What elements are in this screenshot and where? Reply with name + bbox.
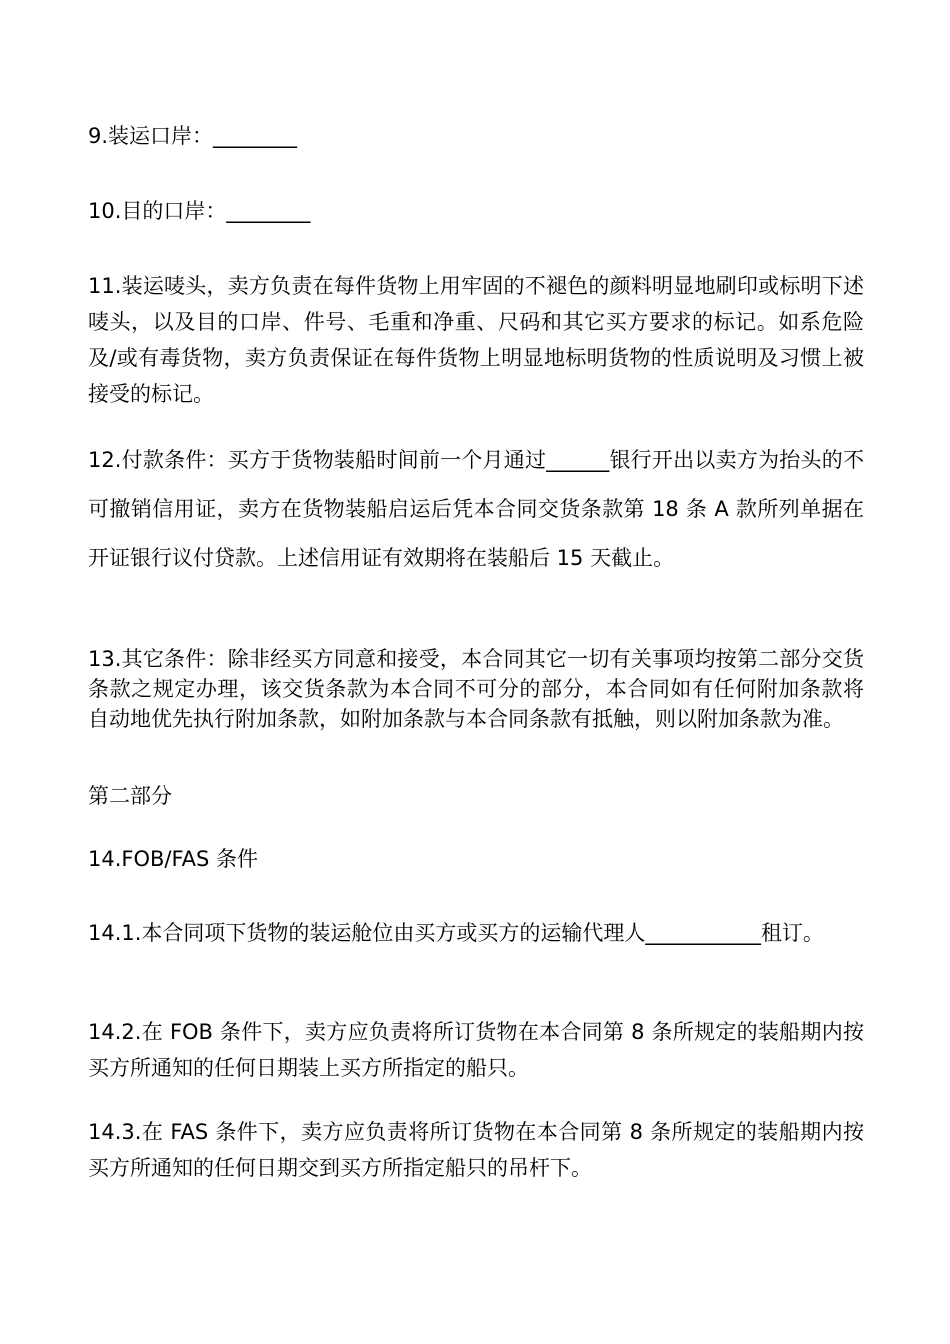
clause-14-1-shipping-space: 14.1.本合同项下货物的装运舱位由买方或买方的运输代理人___________租订。 xyxy=(88,921,824,945)
clause-14-2-fob-terms: 14.2.在 FOB 条件下，卖方应负责将所订货物在本合同第 8 条所规定的装船期内按买方所通知的任何日期装上买方所指定的船只。 xyxy=(88,1020,864,1080)
clause-13-other-terms: 13.其它条件：除非经买方同意和接受，本合同其它一切有关事项均按第二部分交货条款之规定办理，该交货条款为本合同不可分的部分，本合同如有任何附加条款将自动地优先执行附加条款，如附加条款与本合同条款有抵触，则以附加条款为准。 xyxy=(88,647,864,731)
clause-14-fob-fas-heading: 14.FOB/FAS 条件 xyxy=(88,847,259,871)
clause-11-shipping-marks: 11.装运唛头，卖方负责在每件货物上用牢固的不褪色的颜料明显地刷印或标明下述唛头，以及目的口岸、件号、毛重和净重、尺码和其它买方要求的标记。如系危险及/或有毒货物，卖方负责保证在每件货物上明显地标明货物的性质说明及习惯上被接受的标记。 xyxy=(88,274,864,406)
part-two-heading: 第二部分 xyxy=(88,784,172,808)
clause-9-loading-port: 9.装运口岸：________ xyxy=(88,124,298,148)
clause-12-payment-terms: 12.付款条件：买方于货物装船时间前一个月通过______银行开出以卖方为抬头的不可撤销信用证，卖方在货物装船启运后凭本合同交货条款第 18 条 A 款所列单据在开证银行议付贷款。上述信用证有效期将在装船后 15 天截止。 xyxy=(88,448,864,570)
clause-14-3-fas-terms: 14.3.在 FAS 条件下，卖方应负责将所订货物在本合同第 8 条所规定的装船期内按买方所通知的任何日期交到买方所指定船只的吊杆下。 xyxy=(88,1120,864,1180)
clause-10-destination-port: 10.目的口岸：________ xyxy=(88,199,311,223)
